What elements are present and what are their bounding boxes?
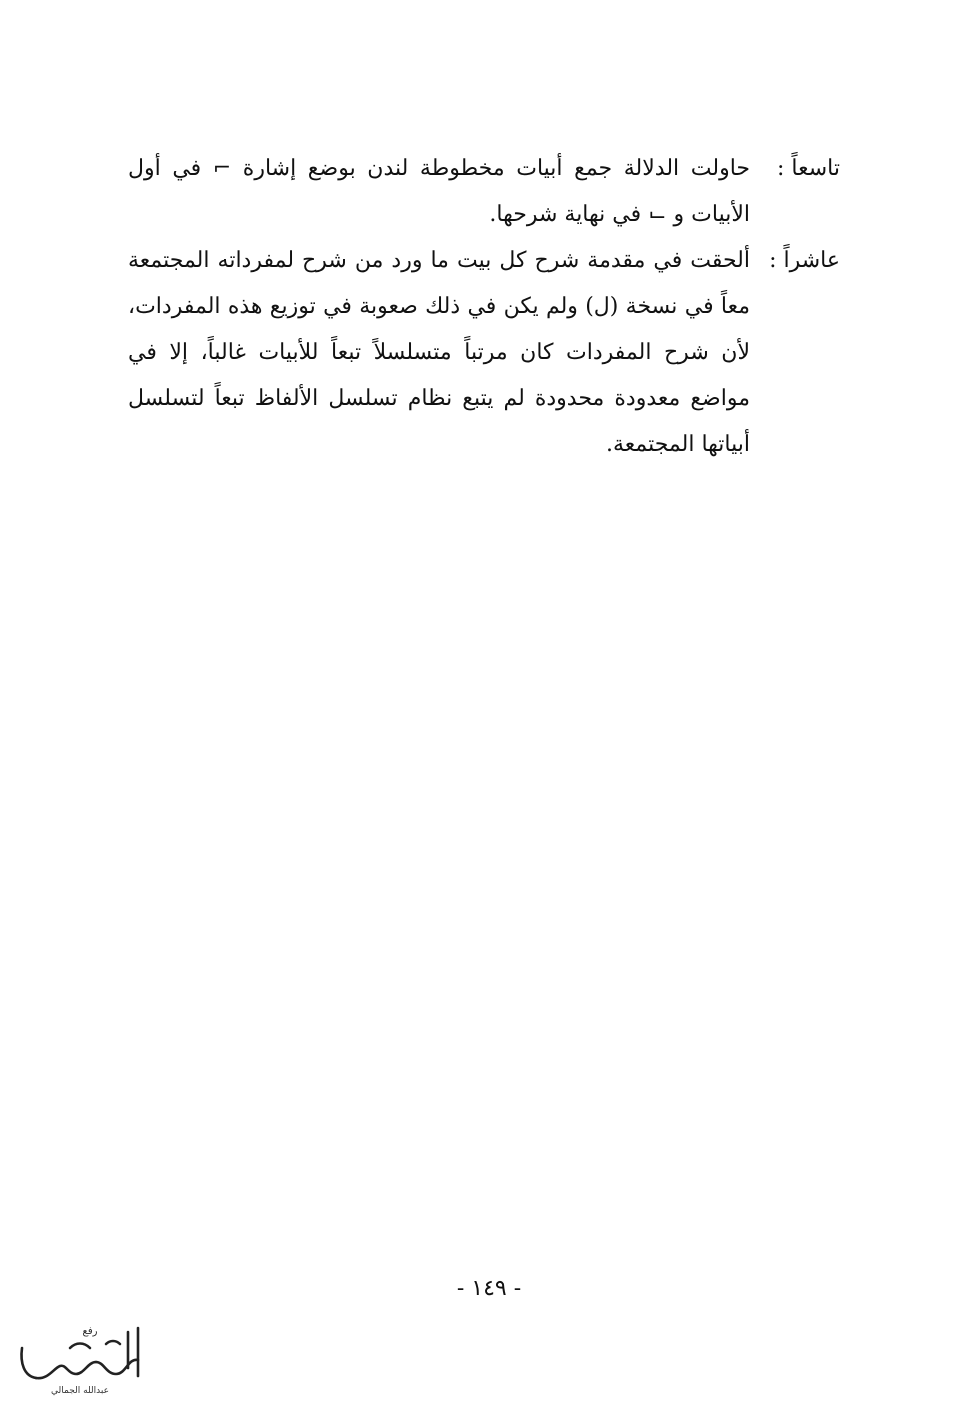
entry-text: حاولت الدلالة جمع أبيات مخطوطة لندن بوضع إشارة ⌐ في أول الأبيات و ⌙ في نهاية شرحها. [128, 156, 750, 227]
logo-small-text: رفع [82, 1326, 98, 1337]
entry-label: تاسعاً : [777, 156, 840, 181]
entry-tenth [128, 238, 840, 468]
entry-label: عاشراً : [769, 248, 840, 273]
entry-text: ألحقت في مقدمة شرح كل بيت ما ورد من شرح لمفرداته المجتمعة معاً في نسخة (ل) ولم يكن في ذلك صعوبة في توزيع هذه المفردات، لأن شرح المفردات كان مرتباً متسلسلاً تبعاً للأبيات غالباً، إلا في مواضع معدودة محدودة لم يتبع نظام تسلسل الألفاظ تبعاً لتسلسل أبياتها المجتمعة. [128, 248, 750, 457]
entry-ninth [128, 146, 840, 238]
logo-main-text: المستهمل [64, 1343, 132, 1362]
logo-subtitle: عبدالله الجمالي [51, 1386, 109, 1396]
publisher-logo [10, 1318, 150, 1398]
page-number: - ١٤٩ - [456, 1276, 522, 1301]
